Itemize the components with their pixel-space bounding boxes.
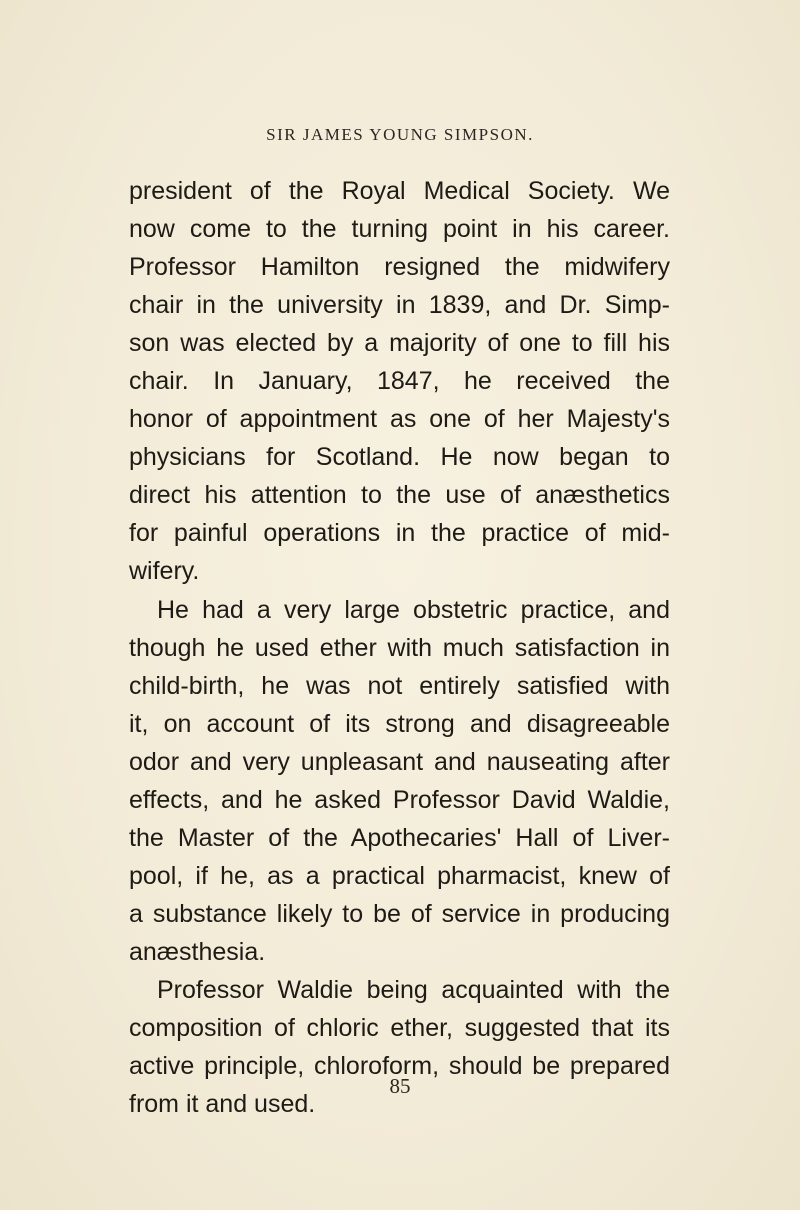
text-line: chair. In January, 1847, he received the: [129, 367, 670, 396]
text-line: for painful operations in the practice of mid-: [129, 519, 670, 548]
text-line: honor of appointment as one of her Majesty's: [129, 405, 670, 434]
text-line: now come to the turning point in his career.: [129, 215, 670, 244]
text-line: pool, if he, as a practical pharmacist, knew of: [129, 861, 670, 890]
body-text: [129, 172, 670, 1123]
text-line: a substance likely to be of service in producing: [129, 899, 670, 928]
text-line: son was elected by a majority of one to fill his: [129, 329, 670, 358]
text-line: the Master of the Apothecaries' Hall of Liver-: [129, 823, 670, 852]
text-line: chair in the university in 1839, and Dr. Simp-: [129, 291, 670, 320]
text-line: president of the Royal Medical Society. We: [129, 177, 670, 205]
text-line: child-birth, he was not entirely satisfied with: [129, 671, 670, 700]
text-line: though he used ether with much satisfaction in: [129, 633, 670, 662]
text-line: anæsthesia.: [129, 937, 266, 966]
text-line: He had a very large obstetric practice, and: [157, 595, 670, 624]
text-line: composition of chloric ether, suggested that its: [129, 1014, 670, 1043]
text-line: physicians for Scotland. He now began to: [129, 443, 670, 472]
text-line: odor and very unpleasant and nauseating after: [129, 747, 670, 776]
text-line: from it and used.: [129, 1090, 316, 1119]
text-line: it, on account of its strong and disagreeable: [129, 709, 670, 738]
text-line: Professor Waldie being acquainted with the: [157, 975, 670, 1004]
text-line: direct his attention to the use of anæsthetics: [129, 481, 670, 510]
text-line: Professor Hamilton resigned the midwifery: [129, 253, 670, 282]
text-line: wifery.: [129, 557, 200, 586]
page-number: 85: [389, 1074, 411, 1098]
text-line: effects, and he asked Professor David Waldie,: [129, 785, 670, 814]
text-line: active principle, chloroform, should be prepared: [129, 1052, 670, 1081]
running-head: SIR JAMES YOUNG SIMPSON.: [266, 125, 534, 144]
